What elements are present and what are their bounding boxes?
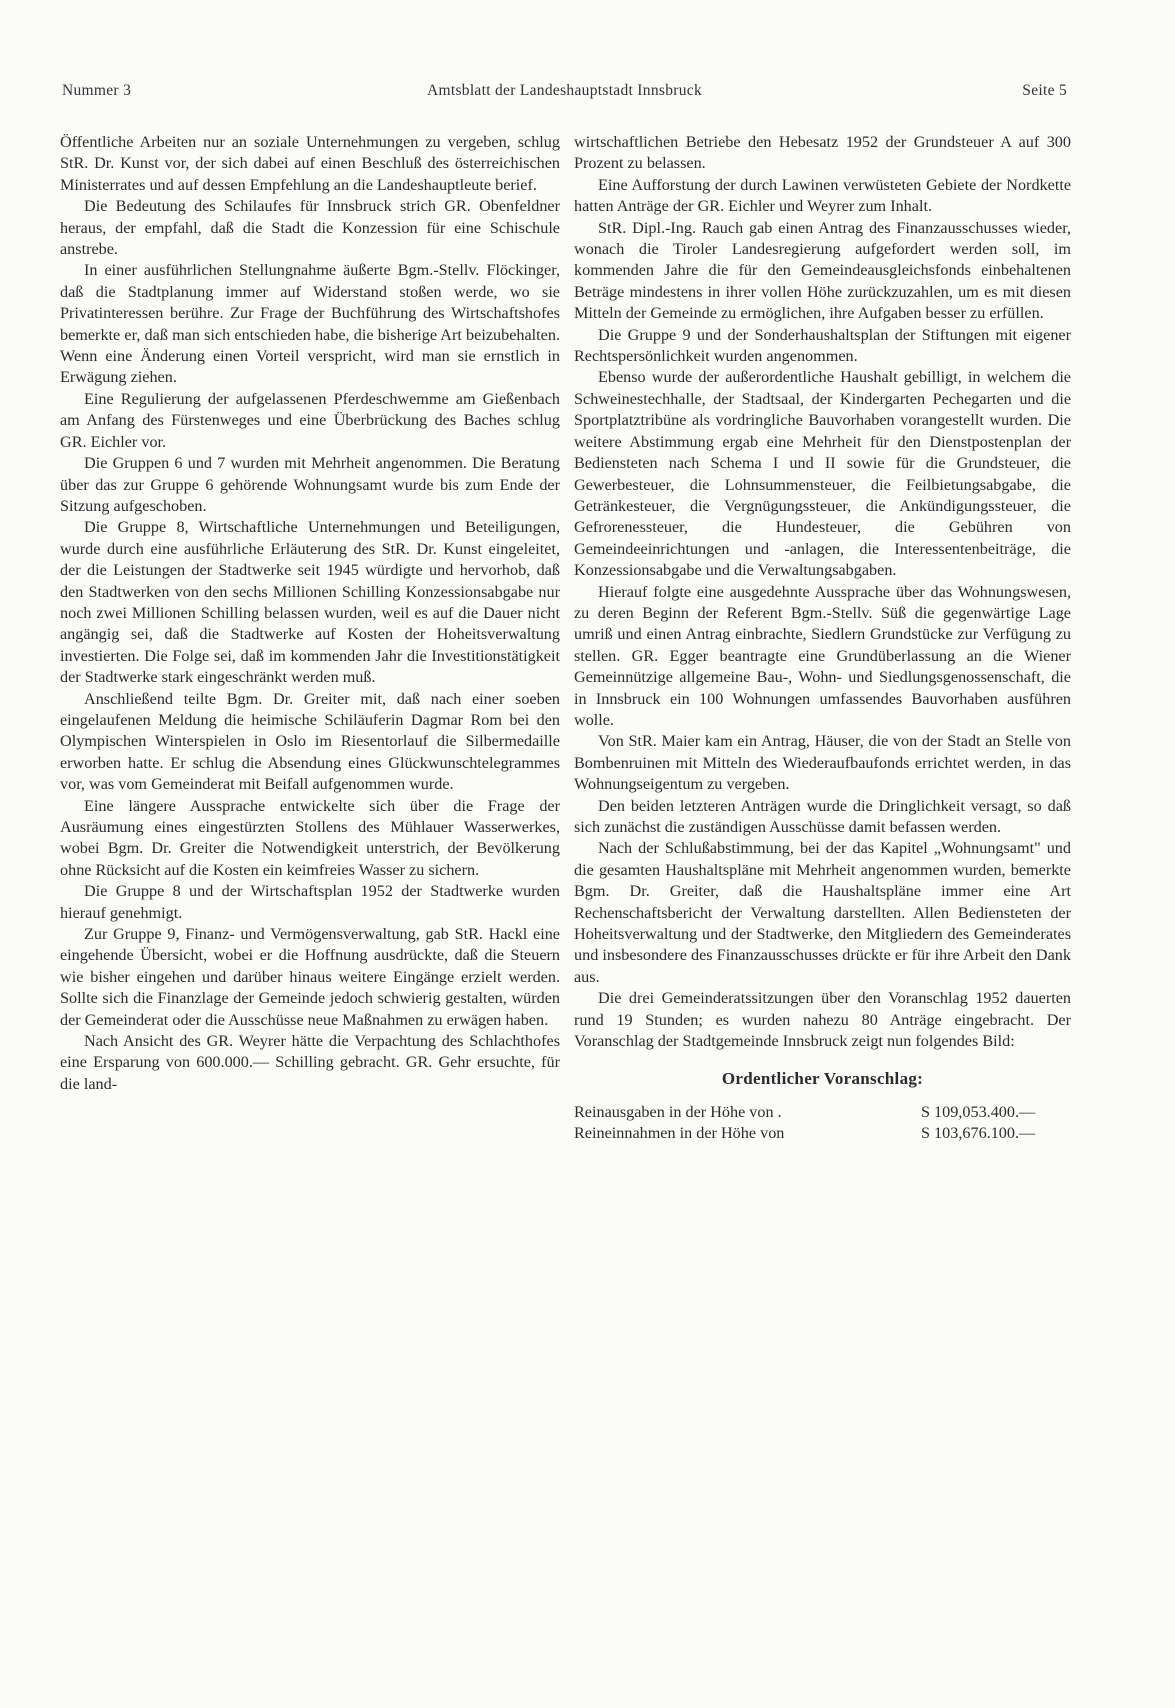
budget-row-revenue bbox=[574, 1123, 1071, 1144]
paragraph: Anschließend teilte Bgm. Dr. Greiter mit, daß nach einer soeben eingelaufenen Meldung die heimische Schiläuferin Dagmar Rom bei den Olympischen Winterspielen in Oslo im Riesentorlauf die Silbermedaille erworben hatte. Er schlug die Absendung eines Glückwunschtelegrammes vor, was vom Gemeinderat mit Beifall aufgenommen wurde. bbox=[60, 689, 560, 794]
right-column bbox=[574, 132, 1071, 1145]
budget-heading: Ordentlicher Voranschlag: bbox=[721, 1069, 924, 1089]
issue-number: Nummer 3 bbox=[62, 82, 132, 99]
paragraph: Die Gruppe 8, Wirtschaftliche Unternehmungen und Beteiligungen, wurde durch eine ausführliche Erläuterung des StR. Dr. Kunst eingeleitet, der die Leistungen der Stadtwerke seit 1945 würdigte und hervorhob, daß den Stadtwerken von den sechs Millionen Schilling Konzessionsabgabe nur noch zwei Millionen Schilling belassen wurden, weil es auf die Dauer nicht angängig sei, daß die Stadtwerke auf Kosten der Hoheitsverwaltung investierten. Die Folge sei, daß im kommenden Jahr die Investitionstätigkeit der Stadtwerke stark eingeschränkt werden muß. bbox=[60, 518, 560, 687]
paragraph: Die Gruppe 8 und der Wirtschaftsplan 1952 der Stadtwerke wurden hierauf genehmigt. bbox=[60, 882, 560, 922]
left-column bbox=[60, 132, 560, 1095]
budget-amount: S 103,676.100.— bbox=[921, 1124, 1036, 1143]
paragraph: In einer ausführlichen Stellungnahme äußerte Bgm.-Stellv. Flöckinger, daß die Stadtplanung immer auf Widerstand stoßen werde, wo sie Privatinteressen berühre. Zur Frage der Buchführung des Wirtschaftshofes bemerkte er, daß man sich entschieden habe, die bisherige Art beizubehalten. Wenn eine Änderung einen Vorteil verspricht, wird man sie ernstlich in Erwägung ziehen. bbox=[60, 261, 560, 387]
paragraph: Nach Ansicht des GR. Weyrer hätte die Verpachtung des Schlachthofes eine Ersparung von 600.000.— Schilling gebracht. GR. Gehr ersuchte, für die land- bbox=[60, 1032, 560, 1093]
paragraph: Die drei Gemeinderatssitzungen über den Voranschlag 1952 dauerten rund 19 Stunden; es wurden nahezu 80 Anträge eingebracht. Der Voranschlag der Stadtgemeinde Innsbruck zeigt nun folgendes Bild: bbox=[574, 989, 1071, 1051]
paragraph: Die Gruppen 6 und 7 wurden mit Mehrheit angenommen. Die Beratung über das zur Gruppe 6 gehörende Wohnungsamt wurde bis zum Ende der Sitzung aufgeschoben. bbox=[60, 454, 560, 515]
paragraph: Öffentliche Arbeiten nur an soziale Unternehmungen zu vergeben, schlug StR. Dr. Kunst vor, der sich dabei auf einen Beschluß des österreichischen Ministerrates und auf dessen Empfehlung an die Landeshauptleute berief. bbox=[60, 133, 560, 194]
paragraph: Hierauf folgte eine ausgedehnte Aussprache über das Wohnungswesen, zu deren Beginn der Referent Bgm.-Stellv. Süß die gegenwärtige Lage umriß und einen Antrag einbrachte, Siedlern Grundstücke zur Verfügung zu stellen. GR. Egger beantragte eine Grundüberlassung an die Wiener Gemeinnützige allgemeine Bau-, Wohn- und Siedlungsgenossenschaft, die in Innsbruck ein 100 Wohnungen umfassendes Bauvorhaben ausführen wolle. bbox=[574, 582, 1071, 729]
budget-label: Reineinnahmen in der Höhe von bbox=[574, 1124, 785, 1143]
budget-row-expenses bbox=[574, 1102, 1071, 1123]
paragraph: Den beiden letzteren Anträgen wurde die Dringlichkeit versagt, so daß sich zunächst die zuständigen Ausschüsse damit befassen werden. bbox=[574, 796, 1071, 836]
paragraph: Von StR. Maier kam ein Antrag, Häuser, die von der Stadt an Stelle von Bombenruinen mit Mitteln des Wiederaufbaufonds errichtet werden, in das Wohnungseigentum zu vergeben. bbox=[574, 732, 1071, 794]
paragraph: Eine längere Aussprache entwickelte sich über die Frage der Ausräumung eines eingestürzten Stollens des Mühlauer Wasserwerkes, wobei Bgm. Dr. Greiter die Notwendigkeit unterstrich, der Bevölkerung ohne Rücksicht auf die Kosten ein keimfreies Wasser zu sichern. bbox=[60, 796, 560, 879]
paragraph: Eine Regulierung der aufgelassenen Pferdeschwemme am Gießenbach am Anfang des Fürstenweges und eine Überbrückung des Baches schlug GR. Eichler vor. bbox=[60, 389, 560, 451]
paragraph: wirtschaftlichen Betriebe den Hebesatz 1952 der Grundsteuer A auf 300 Prozent zu belassen. bbox=[574, 133, 1071, 173]
budget-label: Reinausgaben in der Höhe von . bbox=[574, 1102, 782, 1121]
page-header bbox=[62, 82, 1067, 106]
paragraph: Zur Gruppe 9, Finanz- und Vermögensverwaltung, gab StR. Hackl eine eingehende Übersicht, wobei er die Hoffnung ausdrückte, daß die Steuern wie bisher eingehen und darüber hinaus weitere Eingänge erzielt werden. Sollte sich die Finanzlage der Gemeinde jedoch schwierig gestalten, würden der Gemeinderat oder die Ausschüsse neue Maßnahmen zu erwägen haben. bbox=[60, 925, 560, 1029]
publication-title: Amtsblatt der Landeshauptstadt Innsbruck bbox=[426, 82, 702, 99]
paragraph: Die Bedeutung des Schilaufes für Innsbruck strich GR. Obenfeldner heraus, der empfahl, daß die Stadt die Konzession für eine Schischule anstrebe. bbox=[60, 197, 560, 259]
paragraph: Die Gruppe 9 und der Sonderhaushaltsplan der Stiftungen mit eigener Rechtspersönlichkeit wurden angenommen. bbox=[574, 325, 1071, 366]
paragraph: Eine Aufforstung der durch Lawinen verwüsteten Gebiete der Nordkette hatten Anträge der GR. Eichler und Weyrer zum Inhalt. bbox=[574, 175, 1071, 216]
paragraph: Nach der Schlußabstimmung, bei der das Kapitel „Wohnungsamt" und die gesamten Haushaltspläne mit Mehrheit angenommen wurden, bemerkte Bgm. Dr. Greiter, daß die Haushaltspläne immer eine Art Rechenschaftsbericht der Verwaltung darstellten. Allen Bediensteten der Hoheitsverwaltung und der Stadtwerke, den Mitgliedern des Gemeinderates und insbesondere des Finanzausschusses drückte er für ihre Arbeit den Dank aus. bbox=[574, 839, 1071, 986]
budget-amount: S 109,053.400.— bbox=[921, 1102, 1036, 1121]
paragraph: Ebenso wurde der außerordentliche Haushalt gebilligt, in welchem die Schweinestechhalle, der Stadtsaal, der Kindergarten Pechegarten und die Sportplatztribüne als vordringliche Bauvorhaben vorangestellt wurden. Die weitere Abstimmung ergab eine Mehrheit für den Dienstpostenplan der Bediensteten nach Schema I und II sowie für die Grundsteuer, die Gewerbesteuer, die Lohnsummensteuer, die Feilbietungsabgabe, die Getränkesteuer, die Vergnügungssteuer, die Ankündigungssteuer, die Gefrorenessteuer, die Hundesteuer, die Gebühren von Gemeindeeinrichtungen und -anlagen, die Interessentenbeiträge, die Konzessionsabgabe und die Verwaltungsabgaben. bbox=[574, 368, 1071, 580]
page-number: Seite 5 bbox=[1022, 82, 1067, 99]
paragraph: StR. Dipl.-Ing. Rauch gab einen Antrag des Finanzausschusses wieder, wonach die Tiroler Landesregierung aufgefordert werden soll, im kommenden Jahre die für den Gemeindeausgleichsfonds einbehaltenen Beträge mindestens in ihrer vollen Höhe zurückzuzahlen, um es mit diesen Mitteln der Gemeinde zu ermöglichen, ihre Aufgaben besser zu erfüllen. bbox=[574, 218, 1071, 323]
